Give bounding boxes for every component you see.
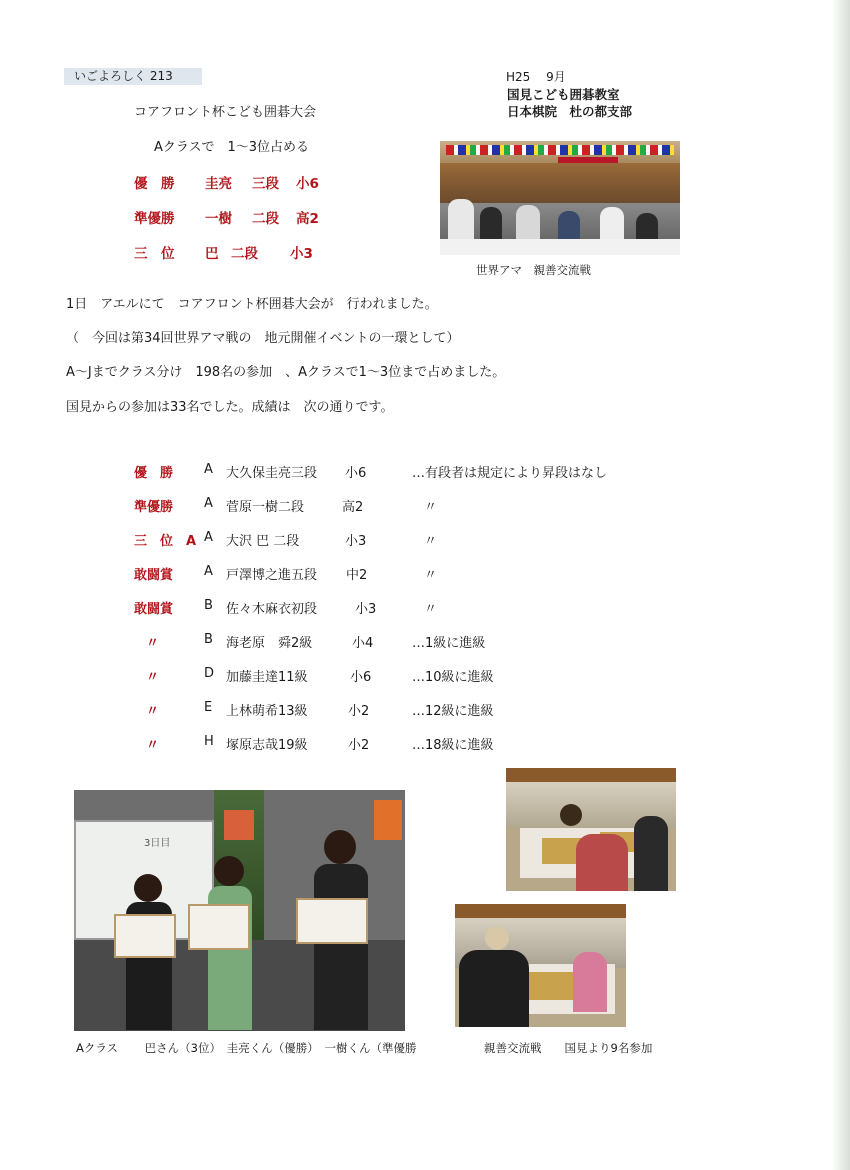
- top3-dan: 二段: [252, 211, 279, 227]
- result-row: [0, 462, 850, 482]
- summary-line: Aクラスで 1〜3位占める: [154, 140, 310, 155]
- result-row: [0, 666, 850, 686]
- result-name: 菅原一樹二段: [226, 500, 305, 515]
- event-title: コアフロント杯こども囲碁大会: [134, 105, 317, 120]
- result-note: …10級に進級: [412, 670, 494, 685]
- result-grade: 中2: [346, 568, 368, 583]
- result-note: 〃: [424, 534, 438, 549]
- result-award: 敢闘賞: [134, 602, 174, 617]
- result-class: B: [204, 632, 213, 647]
- top-photo-caption: 世界アマ 親善交流戦: [476, 263, 591, 277]
- paragraph-line: （ 今回は第34回世界アマ戦の 地元開催イベントの一環として）: [66, 331, 460, 346]
- result-class: A: [204, 564, 213, 579]
- result-row: [0, 598, 850, 618]
- result-award: 三 位 A: [134, 534, 197, 549]
- bottom-left-caption: Aクラス 巴さん（3位） 圭亮くん（優勝） 一樹くん（準優勝: [76, 1041, 417, 1055]
- result-class: H: [204, 734, 214, 749]
- result-class: B: [204, 598, 213, 613]
- world-amateur-hall-photo: [440, 141, 680, 255]
- result-name: 大沢 巴 二段: [226, 534, 300, 549]
- result-note: 〃: [424, 602, 438, 617]
- page-edge: [832, 0, 850, 1170]
- result-award: 優 勝: [134, 466, 174, 481]
- result-award: 〃: [146, 738, 160, 753]
- top3-name: 一樹: [205, 211, 232, 227]
- result-name: 戸澤博之進五段: [226, 568, 318, 583]
- result-grade: 小3: [355, 602, 377, 617]
- result-row: [0, 564, 850, 584]
- result-grade: 小3: [345, 534, 367, 549]
- result-name: 海老原 舜2級: [226, 636, 313, 651]
- result-row: [0, 632, 850, 652]
- friendship-match-photo-1: [506, 768, 676, 891]
- top3-rank: 準優勝: [134, 211, 175, 227]
- result-name: 上林萌希13級: [226, 704, 308, 719]
- result-class: A: [204, 530, 213, 545]
- result-name: 佐々木麻衣初段: [226, 602, 318, 617]
- result-grade: 小2: [348, 738, 370, 753]
- whiteboard-text: 3日目: [144, 838, 171, 849]
- result-name: 大久保圭亮三段: [226, 466, 318, 481]
- result-name: 加藤圭達11級: [226, 670, 308, 685]
- result-grade: 小6: [345, 466, 367, 481]
- top3-grade: 高2: [296, 211, 319, 227]
- result-name: 塚原志哉19級: [226, 738, 308, 753]
- paragraph-line: 1日 アエルにて コアフロント杯囲碁大会が 行われました。: [66, 297, 438, 312]
- paragraph-line: A〜Jまでクラス分け 198名の参加 、Aクラスで1〜3位まで占めました。: [66, 365, 506, 380]
- result-row: [0, 734, 850, 754]
- top3-dan: 二段: [231, 246, 258, 262]
- paragraph-line: 国見からの参加は33名でした。成績は 次の通りです。: [66, 400, 394, 415]
- result-note: …1級に進級: [412, 636, 486, 651]
- result-note: 〃: [424, 500, 438, 515]
- result-row: [0, 496, 850, 516]
- result-row: [0, 700, 850, 720]
- header-date: H25 9月: [506, 70, 566, 84]
- top3-rank: 三 位: [134, 246, 175, 262]
- award-winners-photo: [74, 790, 405, 1031]
- top3-grade: 小3: [290, 246, 313, 262]
- result-note: …18級に進級: [412, 738, 494, 753]
- result-grade: 小6: [350, 670, 372, 685]
- friendship-match-photo-2: [455, 904, 626, 1027]
- result-grade: 小4: [352, 636, 374, 651]
- result-note: 〃: [424, 568, 438, 583]
- result-award: 〃: [146, 636, 160, 651]
- result-award: 〃: [146, 704, 160, 719]
- header-org-line1: 国見こども囲碁教室: [507, 87, 620, 102]
- top3-name: 巴: [205, 246, 219, 262]
- result-award: 敢闘賞: [134, 568, 174, 583]
- result-class: E: [204, 700, 213, 715]
- result-award: 〃: [146, 670, 160, 685]
- result-note: …有段者は規定により昇段はなし: [412, 466, 608, 481]
- result-class: A: [204, 496, 213, 511]
- bottom-right-caption: 親善交流戦 国見より9名参加: [484, 1041, 653, 1055]
- top3-name: 圭亮: [205, 176, 232, 192]
- result-row: [0, 530, 850, 550]
- result-class: D: [204, 666, 215, 681]
- header-org-line2: 日本棋院 杜の都支部: [507, 104, 633, 119]
- result-grade: 小2: [348, 704, 370, 719]
- top3-rank: 優 勝: [134, 176, 175, 192]
- top3-grade: 小6: [296, 176, 319, 192]
- result-award: 準優勝: [134, 500, 174, 515]
- top3-dan: 三段: [252, 176, 279, 192]
- newsletter-tag: いごよろしく 213: [64, 68, 202, 85]
- result-class: A: [204, 462, 213, 477]
- result-note: …12級に進級: [412, 704, 494, 719]
- result-grade: 高2: [342, 500, 364, 515]
